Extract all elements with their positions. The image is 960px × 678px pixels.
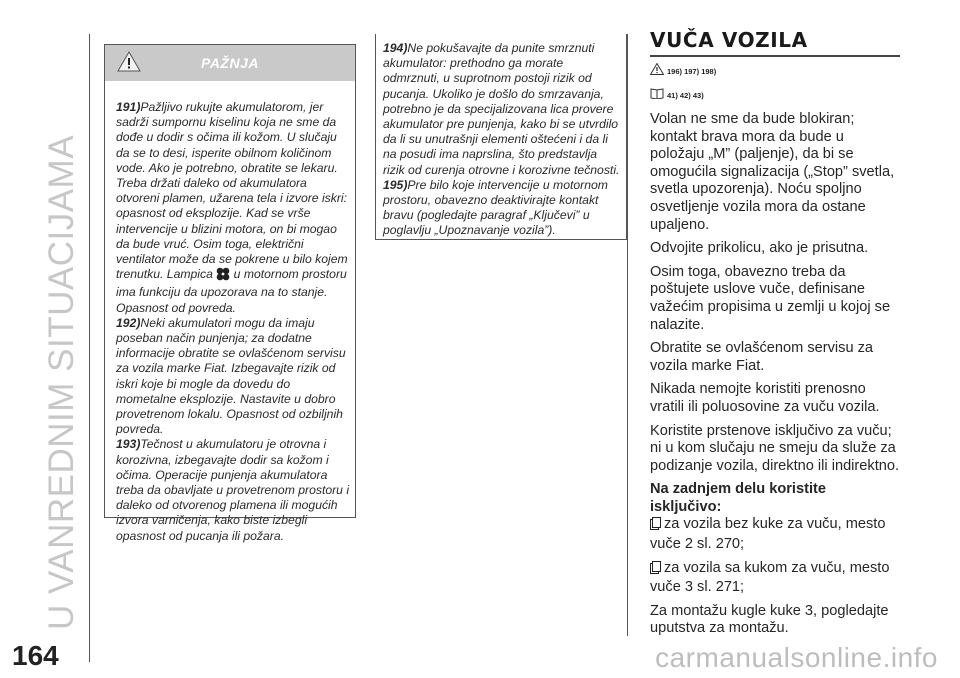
section-title: VUČA VOZILA bbox=[650, 28, 900, 57]
bold-instruction: Na zadnjem delu koristite isključivo: bbox=[650, 481, 826, 515]
watermark: carmanualsonline.info bbox=[655, 642, 938, 673]
note-text-cont: u motornom prostoru ima funkciju da upozorava na to stanje. Opasnost od povreda. bbox=[116, 267, 347, 315]
warning-title: PAŽNJA bbox=[201, 55, 259, 71]
bullet-item bbox=[650, 560, 900, 597]
column-divider-2 bbox=[627, 34, 628, 636]
note-195 bbox=[383, 178, 621, 239]
bullet-text: za vozila sa kukom za vuču, mesto vuče 3 sl. 271; bbox=[650, 559, 890, 596]
warning-body bbox=[116, 100, 352, 544]
paragraph: Nikada nemojte koristiti prenosno vratili ili poluosovine za vuču vozila. bbox=[650, 381, 880, 415]
bullet-icon bbox=[650, 561, 661, 580]
column-divider-1 bbox=[89, 34, 90, 662]
note-number: 195) bbox=[383, 177, 408, 192]
refs-text: 41) 42) 43) bbox=[667, 90, 704, 100]
fan-warning-icon bbox=[216, 267, 230, 285]
note-text: Ne pokušavajte da punite smrznuti akumulator: prethodno ga morate odmrznuti, u suprotnom postoji rizik od pucanja. Ukoliko je došlo do smrzavanja, potrebno je da specijalizovana lica provere akumulator pre punjenja, kako bi se utvrdilo da li su unutrašnji elementi oštećeni i da li na posudi ima naprslina, što predstavlja rizik od curenja otrovne i korozivne tečnosti. bbox=[383, 41, 620, 177]
warning-box bbox=[104, 44, 356, 543]
side-chapter-title bbox=[42, 40, 82, 640]
warning-continued-body bbox=[383, 41, 621, 239]
note-194 bbox=[383, 41, 621, 178]
note-text: Neki akumulatori mogu da imaju poseban način punjenja; za dodatne informacije obratite se ovlašćenom servisu za vozila marke Fiat. Izbegavajte rizik od iskri koje bi mogle da dovedu do mometalne eksplozije. Nastavite u dobro provetrenom lokalu. Opasnost od ozbiljnih povreda. bbox=[116, 315, 346, 437]
bullet-text: za vozila bez kuke za vuču, mesto vuče 2 sl. 270; bbox=[650, 516, 886, 553]
note-193 bbox=[116, 437, 352, 543]
side-chapter-title-text: U VANREDNIM SITUACIJAMA bbox=[42, 134, 81, 630]
warning-header bbox=[105, 45, 355, 81]
note-191 bbox=[116, 100, 352, 316]
caution-book-icon bbox=[650, 86, 664, 104]
refs-text: 196) 197) 198) bbox=[667, 66, 717, 76]
bullet-item bbox=[650, 516, 900, 553]
paragraph: Osim toga, obavezno treba da poštujete uslove vuče, definisane važećim propisima u zemlji u kojoj se nalazite. bbox=[650, 263, 891, 333]
paragraph: Koristite prstenove isključivo za vuču; ni u kom slučaju ne smeju da služe za podizanje vozila, direktno ili indirektno. bbox=[650, 422, 900, 474]
note-text: Pažljivo rukujte akumulatorom, jer sadrži sumpornu kiselinu koja ne sme da dođe u dodir s očima ili kožom. U slučaju da se to desi, isperite obilnom količinom vode. Ako je potrebno, obratite se lekaru. Treba držati daleko od akumulatora otvoreni plamen, užarena tela i izvore iskri: opasnost od eksplozije. Kad se vrše intervencije u blizini motora, on bi mogao da bude vruć. Osim toga, električni ventilator može da se pokrene u bilo kojem trenutku. Lampica bbox=[116, 100, 348, 282]
note-number: 191) bbox=[116, 100, 141, 114]
closing-paragraph: Za montažu kugle kuke 3, pogledajte uputstva za montažu. bbox=[650, 602, 889, 637]
warning-triangle-icon bbox=[650, 62, 664, 80]
note-192 bbox=[116, 316, 352, 438]
towing-section bbox=[650, 28, 900, 644]
page-number: 164 bbox=[12, 640, 59, 671]
note-text: Tečnost u akumulatoru je otrovna i korozivna, izbegavajte dodir sa kožom i očima. Operacije punjenja akumulatora treba da obavljate u provetrenom prostoru i daleko od otvorenog plamena ili mogućih izvora varničenja, kako biste izbegli opasnost od pucanja ili požara. bbox=[116, 437, 350, 543]
caution-refs bbox=[650, 85, 900, 105]
note-text: Pre bilo koje intervencije u motornom prostoru, obavezno deaktivirajte kontakt bravu (pogledajte paragraf „Ključevi” u poglavlju „Upoznavanje vozila”). bbox=[383, 177, 608, 238]
paragraph: Volan ne sme da bude blokiran; kontakt brava mora da bude u položaju „M” (paljenje), da bi se omogućila signalizacija („Stop” svetla, svetla upozorenja). Noću spoljno osvetljenje vozila mora da ostane upaljeno. bbox=[650, 111, 895, 233]
paragraph: Obratite se ovlašćenom servisu za vozila marke Fiat. bbox=[650, 340, 874, 374]
warning-refs bbox=[650, 61, 900, 81]
bullet-icon bbox=[650, 517, 661, 536]
paragraph: Odvojite prikolicu, ako je prisutna. bbox=[650, 240, 869, 257]
note-number: 194) bbox=[383, 41, 408, 55]
note-number: 193) bbox=[116, 437, 141, 452]
note-number: 192) bbox=[116, 315, 141, 330]
